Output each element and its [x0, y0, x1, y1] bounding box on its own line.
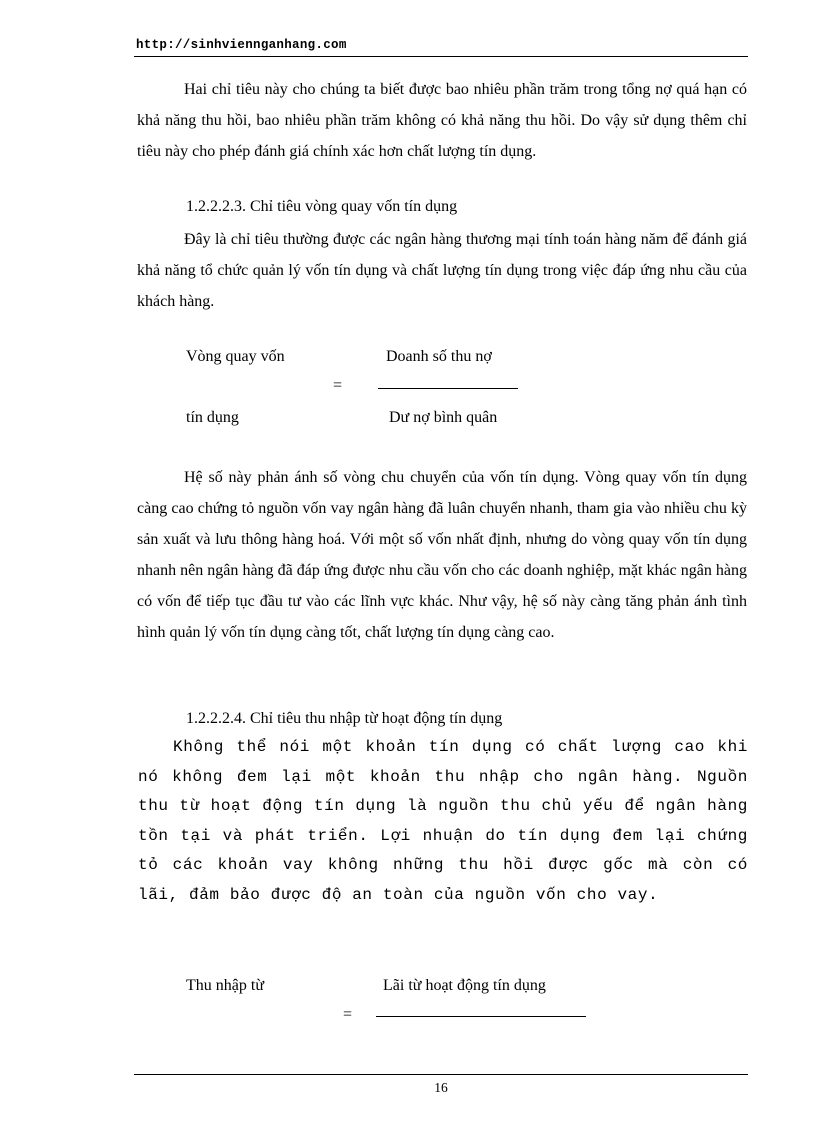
formula2-numerator: Lãi từ hoạt động tín dụng	[383, 977, 546, 994]
page-number: 16	[434, 1080, 448, 1095]
formula1-lhs-line1: Vòng quay vốn	[186, 348, 285, 365]
formula2-fraction-bar	[376, 1016, 586, 1017]
footer-rule	[134, 1074, 748, 1075]
paragraph-turnover-explanation: Hệ số này phản ánh số vòng chu chuyển của vốn tín dụng. Vòng quay vốn tín dụng càng cao chứng tỏ nguồn vốn vay ngân hàng đã luân chuyển nhanh, tham gia vào nhiều chu kỳ sản xuất và lưu thông hàng hoá. Với một số vốn nhất định, nhưng do vòng quay vốn tín dụng nhanh nên ngân hàng đã đáp ứng được nhu cầu vốn cho các doanh nghiệp, mặt khác ngân hàng có vốn để tiếp tục đầu tư vào các lĩnh vực khác. Như vậy, hệ số này càng tăng phản ánh tình hình quản lý vốn tín dụng càng tốt, chất lượng tín dụng càng cao.	[137, 469, 747, 641]
header-url: http://sinhviennganhang.com	[136, 38, 347, 52]
formula2-equals: =	[343, 1006, 353, 1023]
paragraph-credit-turnover-intro: Đây là chỉ tiêu thường được các ngân hàng thương mại tính toán hàng năm để đánh giá khả năng tổ chức quản lý vốn tín dụng và chất lượng tín dụng trong việc đáp ứng nhu cầu của khách hàng.	[137, 231, 747, 310]
formula1-lhs-line2: tín dụng	[186, 409, 239, 426]
formula1-fraction-bar	[378, 388, 518, 389]
paragraph-recovery-ratio: Hai chỉ tiêu này cho chúng ta biết được bao nhiêu phần trăm trong tổng nợ quá hạn có khả năng thu hồi, bao nhiêu phần trăm không có khả năng thu hồi. Do vậy sử dụng thêm chỉ tiêu này cho phép đánh giá chính xác hơn chất lượng tín dụng.	[137, 81, 747, 160]
formula1-denominator: Dư nợ bình quân	[389, 409, 498, 426]
header-rule	[134, 56, 748, 57]
formula1-equals: =	[333, 377, 343, 394]
formula1-numerator: Doanh số thu nợ	[386, 348, 492, 365]
heading-credit-turnover: 1.2.2.2.3. Chỉ tiêu vòng quay vốn tín dụng	[186, 198, 458, 215]
formula2-lhs-line1: Thu nhập từ	[186, 977, 264, 994]
paragraph-credit-income: Không thể nói một khoản tín dụng có chất lượng cao khi nó không đem lại một khoản thu nhập cho ngân hàng. Nguồn thu từ hoạt động tín dụng là nguồn thu chủ yếu để ngân hàng tồn tại và phát triển. Lợi nhuận do tín dụng đem lại chứng tỏ các khoản vay không những thu hồi được gốc mà còn có lãi, đảm bảo được độ an toàn của nguồn vốn cho vay.	[138, 738, 748, 904]
heading-credit-income: 1.2.2.2.4. Chỉ tiêu thu nhập từ hoạt động tín dụng	[186, 710, 503, 727]
